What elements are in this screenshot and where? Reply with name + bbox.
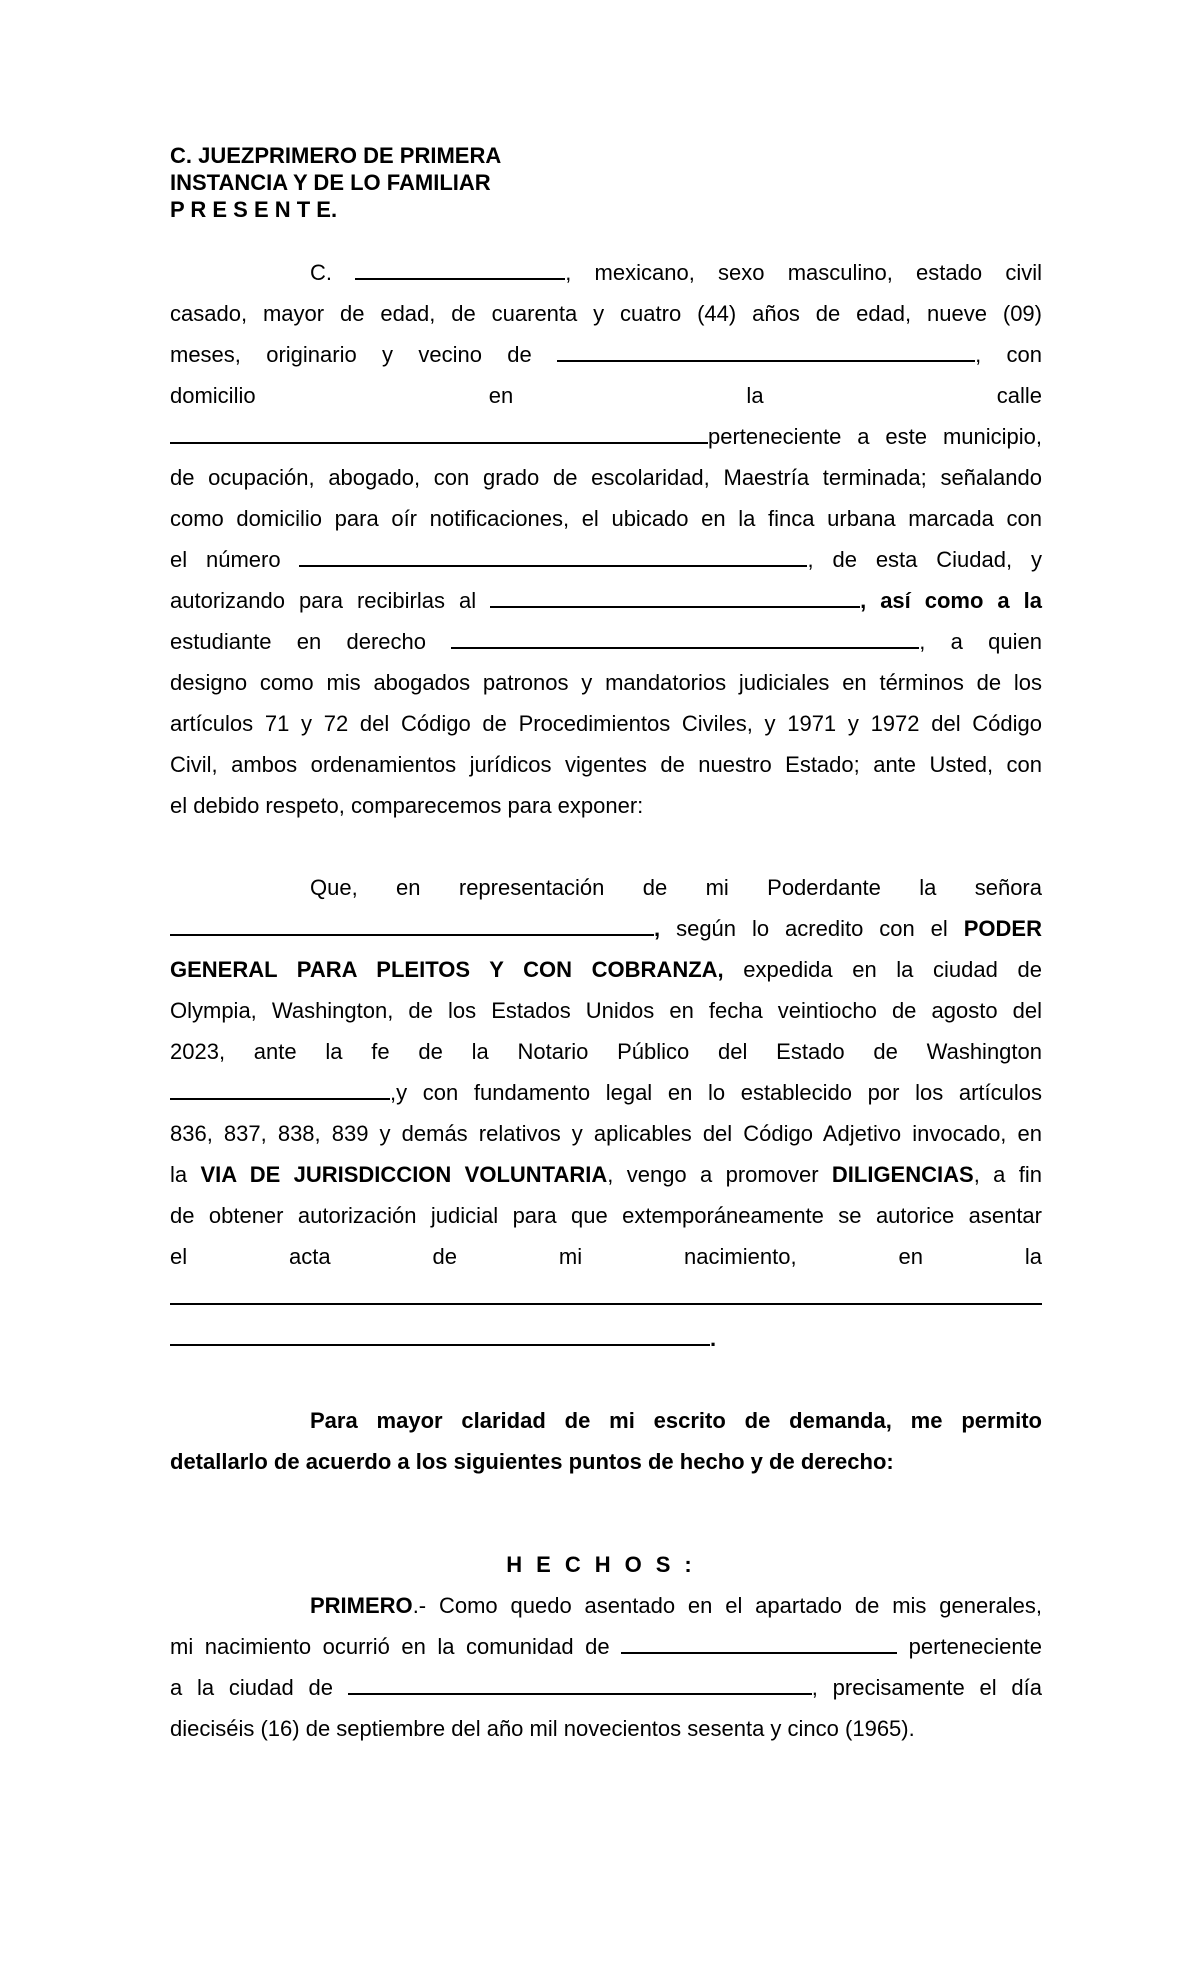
text-line: detallarlo de acuerdo a los siguientes puntos de hecho y de derecho:: [170, 1449, 894, 1474]
blank-city-field[interactable]: [348, 1671, 812, 1695]
text: , precisamente el día: [811, 1675, 1042, 1700]
text-line: [170, 621, 1042, 662]
text-line: [170, 539, 1042, 580]
text: , a quien: [919, 629, 1042, 654]
text: expedida en la ciudad de: [743, 957, 1042, 982]
blank-street-field[interactable]: [170, 420, 708, 444]
text: DILIGENCIAS: [831, 1162, 974, 1187]
text-line: [170, 908, 1042, 949]
text-line: Que, en representación de mi Poderdante la señora: [310, 875, 1042, 900]
text: , así como a la: [860, 588, 1042, 613]
text-line: el acta de mi nacimiento, en la: [170, 1244, 1042, 1269]
text-line: Civil, ambos ordenamientos jurídicos vigentes de nuestro Estado; ante Usted, con: [170, 752, 1042, 777]
paragraph-primero: [170, 1585, 1042, 1749]
text-line: [170, 1277, 1042, 1318]
text: , vengo a promover: [607, 1162, 819, 1187]
text-line: [170, 1154, 1042, 1195]
text-line: 2023, ante la fe de la Notario Público del Estado de Washington: [170, 1039, 1042, 1064]
text: , a fin: [973, 1162, 1042, 1187]
text: autorizando para recibirlas al: [170, 588, 477, 613]
text: perteneciente: [908, 1634, 1042, 1659]
text-line: [170, 416, 1042, 457]
blank-grantor-field[interactable]: [170, 912, 654, 936]
text-line: el debido respeto, comparecemos para exponer:: [170, 793, 644, 818]
text-line: de obtener autorización judicial para que extemporáneamente se autorice asentar: [170, 1203, 1042, 1228]
addressee-block: [170, 142, 1042, 223]
text: a la ciudad de: [170, 1675, 333, 1700]
text-line: Olympia, Washington, de los Estados Unidos en fecha veintiocho de agosto del: [170, 998, 1042, 1023]
addressee-line: C. JUEZPRIMERO DE PRIMERA: [170, 143, 502, 168]
blank-name-field[interactable]: [355, 256, 565, 280]
text-line: [170, 252, 1042, 293]
text-line: [170, 1318, 1042, 1359]
text-line: casado, mayor de edad, de cuarenta y cuatro (44) años de edad, nueve (09): [170, 301, 1042, 326]
text-line: [170, 580, 1042, 621]
text: ,y con fundamento legal en lo establecido por los artículos: [390, 1080, 1042, 1105]
text: , de esta Ciudad, y: [807, 547, 1042, 572]
blank-student-field[interactable]: [451, 625, 919, 649]
blank-notary-field[interactable]: [170, 1076, 390, 1100]
text: estudiante en derecho: [170, 629, 427, 654]
text: .: [710, 1326, 717, 1351]
text: .- Como quedo asentado en el apartado de mis generales,: [412, 1593, 1042, 1618]
text: C.: [310, 260, 332, 285]
text: mi nacimiento ocurrió en la comunidad de: [170, 1634, 610, 1659]
text-line: [170, 334, 1042, 375]
text: la: [170, 1162, 188, 1187]
blank-authorized-field[interactable]: [490, 584, 860, 608]
text-line: domicilio en la calle: [170, 383, 1042, 408]
blank-registry-field-2[interactable]: [170, 1322, 710, 1346]
blank-origin-field[interactable]: [557, 338, 975, 362]
text: según lo acredito con el: [676, 916, 948, 941]
text-line: [170, 1667, 1042, 1708]
text-line: 836, 837, 838, 839 y demás relativos y aplicables del Código Adjetivo invocado, en: [170, 1121, 1042, 1146]
text-line: [170, 1585, 1042, 1626]
text-line: [170, 1626, 1042, 1667]
text-line: [170, 949, 1042, 990]
text-line: de ocupación, abogado, con grado de escolaridad, Maestría terminada; señalando: [170, 465, 1042, 490]
text-line: designo como mis abogados patronos y mandatorios judiciales en términos de los: [170, 670, 1042, 695]
text-line: [170, 1072, 1042, 1113]
document-page: [170, 142, 1042, 1749]
paragraph-representation: [170, 867, 1042, 1359]
blank-registry-field[interactable]: [170, 1281, 1042, 1305]
section-title-hechos: HECHOS:: [506, 1552, 706, 1577]
text-line: artículos 71 y 72 del Código de Procedimientos Civiles, y 1971 y 1972 del Código: [170, 711, 1042, 736]
text: perteneciente a este municipio,: [708, 424, 1042, 449]
addressee-line: INSTANCIA Y DE LO FAMILIAR: [170, 170, 491, 195]
paragraph-clarity: [170, 1400, 1042, 1482]
text-line: dieciséis (16) de septiembre del año mil novecientos sesenta y cinco (1965).: [170, 1716, 915, 1741]
text: PODER: [963, 916, 1042, 941]
text-line: Para mayor claridad de mi escrito de demanda, me permito: [310, 1408, 1042, 1433]
blank-community-field[interactable]: [621, 1630, 897, 1654]
text: , mexicano, sexo masculino, estado civil: [565, 260, 1042, 285]
text: el número: [170, 547, 281, 572]
text: ,: [654, 916, 661, 941]
text-line: como domicilio para oír notificaciones, el ubicado en la finca urbana marcada con: [170, 506, 1042, 531]
text: , con: [975, 342, 1042, 367]
addressee-line: P R E S E N T E.: [170, 197, 338, 222]
blank-number-field[interactable]: [299, 543, 807, 567]
text: VIA DE JURISDICCION VOLUNTARIA: [200, 1162, 608, 1187]
text: PRIMERO: [310, 1593, 413, 1618]
text: meses, originario y vecino de: [170, 342, 532, 367]
paragraph-petitioner: [170, 252, 1042, 826]
text: GENERAL PARA PLEITOS Y CON COBRANZA,: [170, 957, 724, 982]
